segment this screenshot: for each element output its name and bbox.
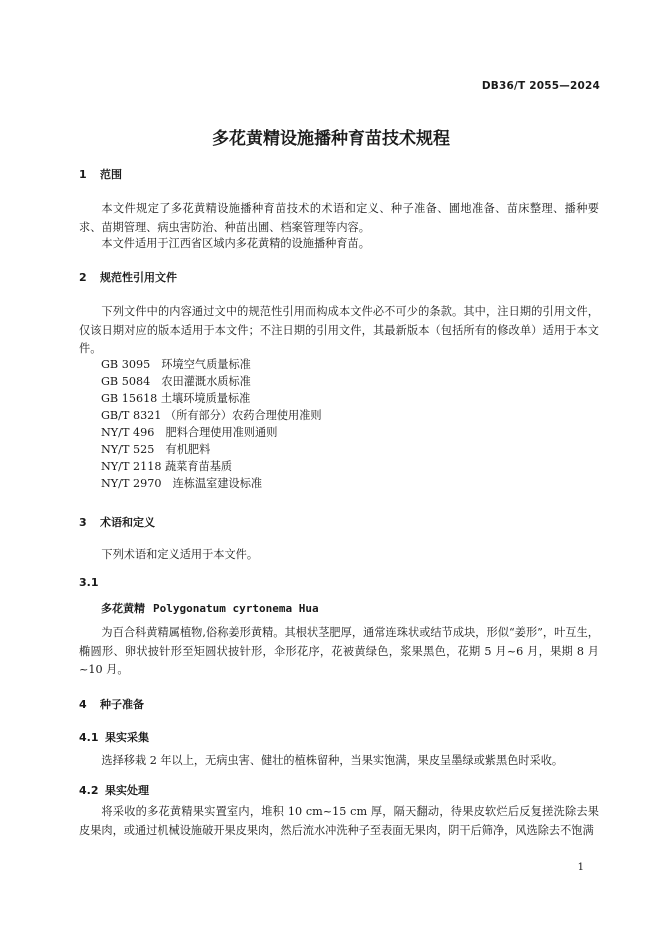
document-title: 多花黄精设施播种育苗技术规程 (212, 129, 450, 149)
term-latin: Polygonatum cyrtonema Hua (153, 602, 319, 615)
section-number: 4.1 (79, 731, 99, 744)
reference-item: NY/T 2970 连栋温室建设标准 (101, 477, 263, 490)
section-3-paragraph: 下列术语和定义适用于本文件。 (101, 548, 259, 561)
reference-item: GB 15618 土壤环境质量标准 (101, 392, 251, 405)
section-4-2-paragraph: 将采收的多花黄精果实置室内，堆积 10 cm~15 cm 厚，隔天翻动，待果皮软烂后反复搓洗除去果皮果肉，或通过机械设施破开果皮果肉，然后流水冲洗种子至表面无果肉，阴干后筛净，风选除去不饱满 (79, 805, 599, 837)
section-4-1-paragraph: 选择移栽 2 年以上，无病虫害、健壮的植株留种，当果实饱满，果皮呈墨绿或紫黑色时采收。 (101, 754, 564, 767)
section-2-paragraph: 下列文件中的内容通过文中的规范性引用而构成本文件必不可少的条款。其中，注日期的引用文件，仅该日期对应的版本适用于本文件；不注日期的引用文件，其最新版本（包括所有的修改单）适用于本文件。 (79, 305, 599, 355)
term-definition: 为百合科黄精属植物,俗称姜形黄精。其根状茎肥厚，通常连珠状或结节成块，形似“姜形”，叶互生，椭圆形、卵状披针形至矩圆状披针形，伞形花序，花被黄绿色，浆果黑色，花期 5 月~6 月，果期 8 月~10 月。 (79, 626, 599, 676)
section-number: 1 (79, 168, 87, 181)
section-title: 规范性引用文件 (100, 271, 177, 284)
reference-item: GB 5084 农田灌溉水质标准 (101, 375, 251, 388)
term-entry (101, 600, 319, 616)
section-number: 4 (79, 698, 87, 711)
section-4-1-heading (79, 729, 149, 745)
document-number: DB36/T 2055—2024 (481, 80, 600, 92)
section-title: 种子准备 (100, 698, 144, 711)
reference-list (101, 356, 322, 492)
section-1-paragraph-2: 本文件适用于江西省区域内多花黄精的设施播种育苗。 (101, 237, 370, 250)
section-2-heading (79, 269, 177, 285)
section-4-2-heading (79, 782, 149, 798)
reference-item: GB 3095 环境空气质量标准 (101, 358, 251, 371)
reference-item: NY/T 2118 蔬菜育苗基质 (101, 460, 233, 473)
section-title: 果实采集 (105, 731, 149, 744)
section-number: 4.2 (79, 784, 99, 797)
section-number: 2 (79, 271, 87, 284)
section-title: 范围 (100, 168, 122, 181)
reference-item: GB/T 8321 （所有部分）农药合理使用准则 (101, 409, 322, 422)
page-number: 1 (577, 862, 584, 873)
section-number: 3 (79, 516, 87, 529)
section-1-paragraph-1: 本文件规定了多花黄精设施播种育苗技术的术语和定义、种子准备、圃地准备、苗床整理、播种要求、苗期管理、病虫害防治、种苗出圃、档案管理等内容。 (79, 202, 599, 234)
section-title: 术语和定义 (100, 516, 155, 529)
section-title: 果实处理 (105, 784, 149, 797)
reference-item: NY/T 525 有机肥料 (101, 443, 211, 456)
term-number: 3.1 (79, 576, 99, 589)
reference-item: NY/T 496 肥料合理使用准则通则 (101, 426, 278, 439)
section-4-heading (79, 696, 144, 712)
term-chinese: 多花黄精 (101, 602, 145, 615)
section-3-heading (79, 514, 155, 530)
section-1-heading (79, 166, 122, 182)
